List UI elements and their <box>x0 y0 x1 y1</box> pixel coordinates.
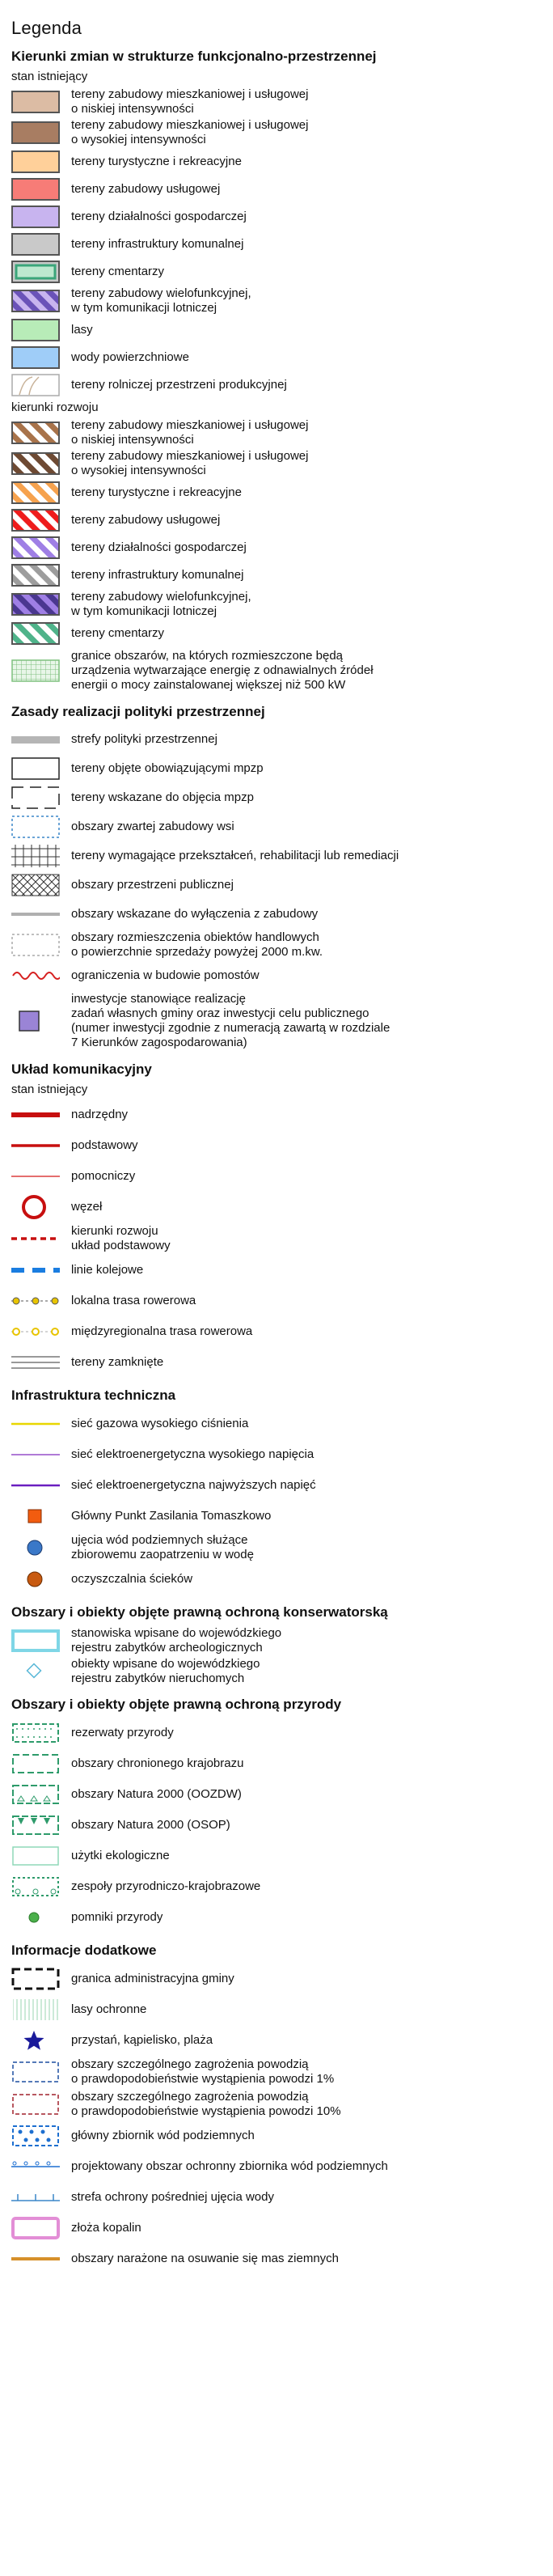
dodatkowe-item-3-label: obszary szczególnego zagrożenia powodzią o prawdopodobieństwie wystąpienia powodzi 1% <box>71 2057 335 2086</box>
dodatkowe-item-0 <box>11 1964 545 1994</box>
existing-list <box>11 87 545 399</box>
zasady-item-2 <box>11 783 545 812</box>
infra-item-3-label: Główny Punkt Zasilania Tomaszkowo <box>71 1509 272 1523</box>
development-item-6-label: tereny zabudowy wielofunkcyjnej, w tym komunikacji lotniczej <box>71 590 251 618</box>
uklad-item-6 <box>11 1286 545 1316</box>
development-item-2-symbol <box>11 479 61 506</box>
dodatkowe-item-4-label: obszary szczególnego zagrożenia powodzią o prawdopodobieństwie wystąpienia powodzi 10% <box>71 2090 341 2118</box>
infra-item-5-label: oczyszczalnia ścieków <box>71 1572 193 1586</box>
uklad-item-5-symbol <box>11 1255 61 1286</box>
dodatkowe-item-8-label: złoża kopalin <box>71 2221 141 2235</box>
existing-item-5-symbol <box>11 231 61 258</box>
existing-item-1 <box>11 117 545 148</box>
przyroda-item-2 <box>11 1779 545 1810</box>
development-item-0-label: tereny zabudowy mieszkaniowej i usługowej o niskiej intensywności <box>71 418 309 447</box>
section-title-konserw: Obszary i obiekty objęte prawną ochroną konserwatorską <box>11 1604 388 1620</box>
zasady-item-3-label: obszary zwartej zabudowy wsi <box>71 820 234 833</box>
przyroda-item-2-symbol <box>11 1779 61 1810</box>
dodatkowe-item-5-label: główny zbiornik wód podziemnych <box>71 2129 255 2142</box>
zasady-item-5-label: obszary przestrzeni publicznej <box>71 878 234 892</box>
uklad-item-2-symbol <box>11 1161 61 1192</box>
development-item-3-label: tereny zabudowy usługowej <box>71 513 221 527</box>
dodatkowe-item-3 <box>11 2056 545 2088</box>
legend-title: Legenda <box>11 18 82 38</box>
przyroda-item-2-label: obszary Natura 2000 (OOZDW) <box>71 1787 242 1801</box>
uklad-item-6-label: lokalna trasa rowerowa <box>71 1294 196 1307</box>
uklad-list <box>11 1099 545 1378</box>
development-item-4-label: tereny działalności gospodarczej <box>71 540 247 554</box>
existing-item-7-label: tereny zabudowy wielofunkcyjnej, w tym komunikacji lotniczej <box>71 286 251 315</box>
zasady-item-7-label: obszary rozmieszczenia obiektów handlowych o powierzchnie sprzedaży powyżej 2000 m.kw. <box>71 930 323 959</box>
uklad-item-4-label: kierunki rozwoju układ podstawowy <box>71 1224 171 1252</box>
existing-item-10 <box>11 371 545 399</box>
subtitle-kierunki-rozwoju: kierunki rozwoju <box>11 400 99 414</box>
development-item-5-symbol <box>11 561 61 589</box>
existing-item-0 <box>11 87 545 117</box>
infra-item-5-symbol <box>11 1564 61 1595</box>
konserw-item-0-label: stanowiska wpisane do wojewódzkiego rejestru zabytków archeologicznych <box>71 1626 282 1654</box>
existing-item-7 <box>11 286 545 316</box>
development-item-1-label: tereny zabudowy mieszkaniowej i usługowej o wysokiej intensywności <box>71 449 309 477</box>
uklad-item-3-label: węzeł <box>71 1200 103 1214</box>
przyroda-item-4-symbol <box>11 1841 61 1871</box>
uklad-item-8-label: tereny zamknięte <box>71 1355 164 1369</box>
uklad-item-2-label: pomocniczy <box>71 1169 136 1183</box>
existing-item-10-label: tereny rolniczej przestrzeni produkcyjnej <box>71 378 287 392</box>
zasady-item-3 <box>11 812 545 841</box>
development-item-0-symbol <box>11 417 61 448</box>
development-item-3-symbol <box>11 506 61 534</box>
dodatkowe-item-7-symbol <box>11 2182 61 2213</box>
uklad-item-4-symbol <box>11 1222 61 1255</box>
przyroda-item-3-label: obszary Natura 2000 (OSOP) <box>71 1818 230 1832</box>
konserw-item-1-label: obiekty wpisane do wojewódzkiego rejestru zabytków nieruchomych <box>71 1657 260 1685</box>
infra-item-1-symbol <box>11 1439 61 1470</box>
development-item-6 <box>11 589 545 620</box>
dodatkowe-item-2-label: przystań, kąpielisko, plaża <box>71 2033 213 2047</box>
dodatkowe-item-8 <box>11 2213 545 2243</box>
zasady-item-0-symbol <box>11 725 61 754</box>
development-item-7-symbol <box>11 620 61 647</box>
uklad-item-0-label: nadrzędny <box>71 1108 129 1121</box>
przyroda-item-6-symbol <box>11 1902 61 1933</box>
development-item-2 <box>11 479 545 506</box>
dodatkowe-item-4-symbol <box>11 2088 61 2121</box>
zasady-item-4-symbol <box>11 841 61 871</box>
dodatkowe-item-2-symbol <box>11 2025 61 2056</box>
section-title-dodatkowe: Informacje dodatkowe <box>11 1943 157 1958</box>
existing-item-9-symbol <box>11 344 61 371</box>
existing-item-8-symbol <box>11 316 61 344</box>
uklad-item-0 <box>11 1099 545 1130</box>
section-title-infra: Infrastruktura techniczna <box>11 1388 176 1403</box>
infra-item-3 <box>11 1501 545 1532</box>
zasady-item-7-symbol <box>11 929 61 961</box>
uklad-item-7-symbol <box>11 1316 61 1347</box>
existing-item-8 <box>11 316 545 344</box>
konserw-item-0-symbol <box>11 1625 61 1656</box>
dodatkowe-item-0-label: granica administracyjna gminy <box>71 1972 234 1985</box>
development-item-3 <box>11 506 545 534</box>
infra-item-1-label: sieć elektroenergetyczna wysokiego napięcia <box>71 1447 314 1461</box>
infra-item-5 <box>11 1564 545 1595</box>
dodatkowe-item-6-symbol <box>11 2151 61 2182</box>
uklad-item-2 <box>11 1161 545 1192</box>
przyroda-item-1-symbol <box>11 1748 61 1779</box>
development-item-7-label: tereny cmentarzy <box>71 626 165 640</box>
dodatkowe-item-9-symbol <box>11 2243 61 2274</box>
existing-item-5 <box>11 231 545 258</box>
uklad-item-7 <box>11 1316 545 1347</box>
dodatkowe-item-6-label: projektowany obszar ochronny zbiornika wód podziemnych <box>71 2159 388 2173</box>
uklad-item-1 <box>11 1130 545 1161</box>
dodatkowe-item-3-symbol <box>11 2056 61 2088</box>
przyroda-item-6 <box>11 1902 545 1933</box>
zasady-list <box>11 725 545 1052</box>
existing-item-6-label: tereny cmentarzy <box>71 265 165 278</box>
development-item-5-label: tereny infrastruktury komunalnej <box>71 568 244 582</box>
infra-item-4 <box>11 1532 545 1564</box>
existing-item-6-symbol <box>11 258 61 286</box>
zasady-item-7 <box>11 929 545 961</box>
zasady-item-5-symbol <box>11 871 61 900</box>
infra-item-1 <box>11 1439 545 1470</box>
development-item-5 <box>11 561 545 589</box>
zasady-item-6-symbol <box>11 900 61 929</box>
existing-item-3-label: tereny zabudowy usługowej <box>71 182 221 196</box>
przyroda-item-1-label: obszary chronionego krajobrazu <box>71 1756 244 1770</box>
zasady-item-6-label: obszary wskazane do wyłączenia z zabudowy <box>71 907 319 921</box>
przyroda-item-0 <box>11 1718 545 1748</box>
existing-item-4 <box>11 203 545 231</box>
zasady-item-1-symbol <box>11 754 61 783</box>
development-item-4-symbol <box>11 534 61 561</box>
uklad-item-3 <box>11 1192 545 1222</box>
infra-item-3-symbol <box>11 1501 61 1532</box>
development-item-2-label: tereny turystyczne i rekreacyjne <box>71 485 242 499</box>
infra-item-2 <box>11 1470 545 1501</box>
infra-item-0-symbol <box>11 1409 61 1439</box>
existing-item-5-label: tereny infrastruktury komunalnej <box>71 237 244 251</box>
zasady-item-1-label: tereny objęte obowiązującymi mpzp <box>71 761 264 775</box>
zasady-item-0 <box>11 725 545 754</box>
development-item-1 <box>11 448 545 479</box>
dodatkowe-item-8-symbol <box>11 2213 61 2243</box>
zasady-item-2-symbol <box>11 783 61 812</box>
dodatkowe-item-9-label: obszary narażone na osuwanie się mas ziemnych <box>71 2252 340 2265</box>
infra-item-0 <box>11 1409 545 1439</box>
subtitle-uklad-stan: stan istniejący <box>11 1083 88 1096</box>
zasady-item-8-symbol <box>11 961 61 990</box>
uklad-item-1-symbol <box>11 1130 61 1161</box>
dodatkowe-item-7-label: strefa ochrony pośredniej ujęcia wody <box>71 2190 274 2204</box>
przyroda-item-6-label: pomniki przyrody <box>71 1910 163 1924</box>
przyroda-item-3 <box>11 1810 545 1841</box>
zasady-item-0-label: strefy polityki przestrzennej <box>71 732 217 746</box>
przyroda-item-0-label: rezerwaty przyrody <box>71 1726 174 1739</box>
existing-item-1-label: tereny zabudowy mieszkaniowej i usługowej o wysokiej intensywności <box>71 118 309 146</box>
uklad-item-6-symbol <box>11 1286 61 1316</box>
przyroda-item-5-symbol <box>11 1871 61 1902</box>
existing-item-9-label: wody powierzchniowe <box>71 350 189 364</box>
existing-item-0-symbol <box>11 87 61 117</box>
dodatkowe-item-2 <box>11 2025 545 2056</box>
development-item-4 <box>11 534 545 561</box>
development-item-8-label: granice obszarów, na których rozmieszczone będą urządzenia wytwarzające energię z odnawialnych źródeł energii o mocy zainstalowanej większej niż 500 kW <box>71 649 374 692</box>
section-title-uklad: Układ komunikacyjny <box>11 1061 152 1077</box>
zasady-item-8 <box>11 961 545 990</box>
uklad-item-0-symbol <box>11 1099 61 1130</box>
infra-item-2-symbol <box>11 1470 61 1501</box>
existing-item-2-label: tereny turystyczne i rekreacyjne <box>71 155 242 168</box>
development-item-1-symbol <box>11 448 61 479</box>
zasady-item-3-symbol <box>11 812 61 841</box>
zasady-item-9-symbol <box>11 990 61 1052</box>
development-item-7 <box>11 620 545 647</box>
konserw-item-0 <box>11 1625 545 1656</box>
existing-item-2 <box>11 148 545 176</box>
zasady-item-6 <box>11 900 545 929</box>
existing-item-7-symbol <box>11 286 61 316</box>
infra-item-0-label: sieć gazowa wysokiego ciśnienia <box>71 1417 249 1430</box>
dodatkowe-item-0-symbol <box>11 1964 61 1994</box>
przyroda-item-0-symbol <box>11 1718 61 1748</box>
existing-item-6 <box>11 258 545 286</box>
dodatkowe-item-4 <box>11 2088 545 2121</box>
przyroda-item-3-symbol <box>11 1810 61 1841</box>
zasady-item-9 <box>11 990 545 1052</box>
dodatkowe-item-5 <box>11 2121 545 2151</box>
zasady-item-2-label: tereny wskazane do objęcia mpzp <box>71 790 254 804</box>
development-item-0 <box>11 417 545 448</box>
subtitle-stan-istniejacy: stan istniejący <box>11 70 88 83</box>
dodatkowe-item-9 <box>11 2243 545 2274</box>
dodatkowe-item-1 <box>11 1994 545 2025</box>
uklad-item-1-label: podstawowy <box>71 1138 138 1152</box>
uklad-item-7-label: międzyregionalna trasa rowerowa <box>71 1324 253 1338</box>
zasady-item-5 <box>11 871 545 900</box>
section-title-kierunki: Kierunki zmian w strukturze funkcjonalno-przestrzennej <box>11 49 377 64</box>
development-item-6-symbol <box>11 589 61 620</box>
uklad-item-5-label: linie kolejowe <box>71 1263 144 1277</box>
zasady-item-9-label: inwestycje stanowiące realizację zadań własnych gminy oraz inwestycji celu publicznego (numer inwestycji zgodnie z numeracją zawartą w rozdziale 7 Kierunków zagospodarowania) <box>71 992 390 1049</box>
konserw-item-1-symbol <box>11 1656 61 1687</box>
przyroda-item-4-label: użytki ekologiczne <box>71 1849 170 1862</box>
legend <box>11 6 545 2274</box>
infra-item-4-symbol <box>11 1532 61 1564</box>
existing-item-0-label: tereny zabudowy mieszkaniowej i usługowej o niskiej intensywności <box>71 87 309 116</box>
przyroda-item-4 <box>11 1841 545 1871</box>
przyroda-item-1 <box>11 1748 545 1779</box>
uklad-item-3-symbol <box>11 1192 61 1222</box>
infra-item-4-label: ujęcia wód podziemnych służące zbiorowemu zaopatrzeniu w wodę <box>71 1533 254 1561</box>
uklad-item-8 <box>11 1347 545 1378</box>
uklad-item-8-symbol <box>11 1347 61 1378</box>
uklad-item-5 <box>11 1255 545 1286</box>
infra-item-2-label: sieć elektroenergetyczna najwyższych napięć <box>71 1478 316 1492</box>
section-title-zasady: Zasady realizacji polityki przestrzennej <box>11 704 265 719</box>
existing-item-9 <box>11 344 545 371</box>
dodatkowe-item-5-symbol <box>11 2121 61 2151</box>
zasady-item-8-label: ograniczenia w budowie pomostów <box>71 968 260 982</box>
zasady-item-4 <box>11 841 545 871</box>
dodatkowe-item-7 <box>11 2182 545 2213</box>
dodatkowe-list <box>11 1964 545 2274</box>
zasady-item-1 <box>11 754 545 783</box>
dodatkowe-item-1-symbol <box>11 1994 61 2025</box>
development-list <box>11 417 545 694</box>
uklad-item-4 <box>11 1222 545 1255</box>
section-title-przyroda: Obszary i obiekty objęte prawną ochroną przyrody <box>11 1697 342 1712</box>
konserw-list <box>11 1625 545 1687</box>
existing-item-1-symbol <box>11 117 61 148</box>
infra-list <box>11 1409 545 1595</box>
existing-item-8-label: lasy <box>71 323 93 337</box>
dodatkowe-item-6 <box>11 2151 545 2182</box>
zasady-item-4-label: tereny wymagające przekształceń, rehabilitacji lub remediacji <box>71 849 399 862</box>
przyroda-item-5 <box>11 1871 545 1902</box>
development-item-8-symbol <box>11 647 61 694</box>
existing-item-4-symbol <box>11 203 61 231</box>
existing-item-4-label: tereny działalności gospodarczej <box>71 210 247 223</box>
przyroda-list <box>11 1718 545 1933</box>
przyroda-item-5-label: zespoły przyrodniczo-krajobrazowe <box>71 1879 261 1893</box>
existing-item-2-symbol <box>11 148 61 176</box>
development-item-8 <box>11 647 545 694</box>
existing-item-3-symbol <box>11 176 61 203</box>
konserw-item-1 <box>11 1656 545 1687</box>
dodatkowe-item-1-label: lasy ochronne <box>71 2002 147 2016</box>
existing-item-10-symbol <box>11 371 61 399</box>
existing-item-3 <box>11 176 545 203</box>
